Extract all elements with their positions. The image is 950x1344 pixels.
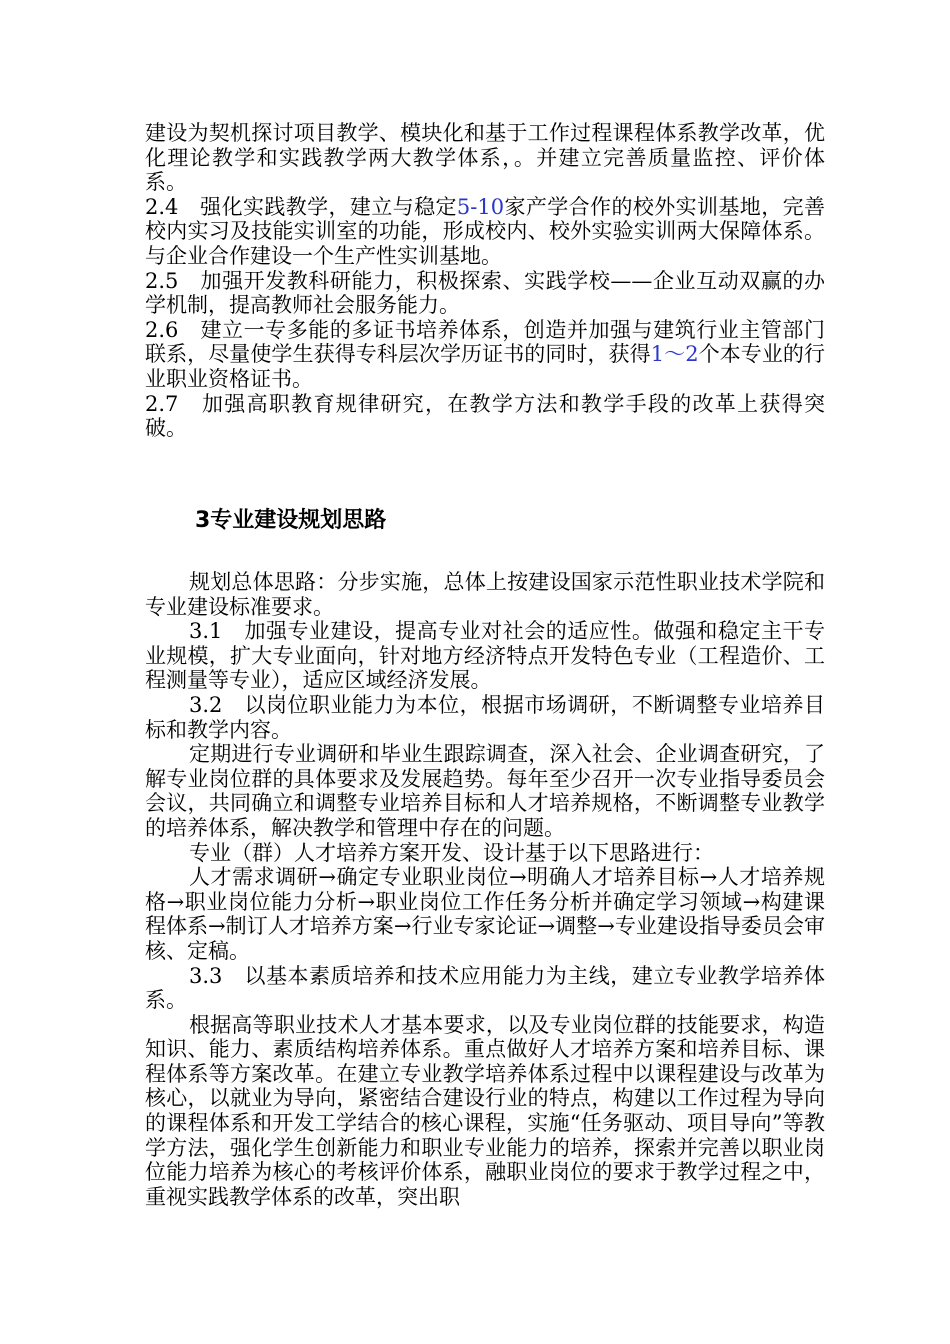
- highlight-range-1-2: 1～2: [650, 342, 699, 367]
- paragraph-plan-intro: 专业（群）人才培养方案开发、设计基于以下思路进行：: [189, 840, 714, 865]
- paragraph-2-7: 2.7 加强高职教育规律研究，在教学方法和教学手段的改革上获得突破。: [145, 391, 825, 441]
- paragraph-2-6: [145, 318, 825, 392]
- paragraph-flow: 人才需求调研→确定专业职业岗位→明确人才培养目标→人才培养规格→职业岗位能力分析→职业岗位工作任务分析并确定学习领域→构建课程体系→制订人才培养方案→行业专家论证→调整→专业建设指导委员会审核、定稿。: [145, 865, 825, 963]
- paragraph-2-5: 2.5 加强开发教科研能力，积极探索、实践学校——企业互动双赢的办学机制，提高教师社会服务能力。: [145, 268, 825, 318]
- paragraph-2-4-end: 家产学合作的校外实训基地，完善校内实习及技能实训室的功能，形成校内、校外实验实训两大保障体系。与企业合作建设一个生产性实训基地。: [145, 194, 825, 268]
- paragraph-intro: 建设为契机探讨项目教学、模块化和基于工作过程课程体系教学改革，优化理论教学和实践教学两大教学体系，。并建立完善质量监控、评价体系。: [145, 121, 825, 195]
- paragraph-3-1: 3.1 加强专业建设，提高专业对社会的适应性。做强和稳定主干专业规模，扩大专业面向，针对地方经济特点开发特色专业（工程造价、工程测量等专业），适应区域经济发展。: [145, 619, 825, 693]
- section-top: [145, 121, 825, 441]
- paragraph-3-2: 3.2 以岗位职业能力为本位，根据市场调研，不断调整专业培养目标和教学内容。: [145, 692, 825, 742]
- paragraph-2-4: [145, 195, 825, 269]
- paragraph-3-3: 3.3 以基本素质培养和技术应用能力为主线，建立专业教学培养体系。: [145, 963, 825, 1013]
- paragraph-system: 根据高等职业技术人才基本要求，以及专业岗位群的技能要求，构造知识、能力、素质结构培养体系。重点做好人才培养方案和培养目标、课程体系等方案改革。在建立专业教学培养体系过程中以课程建设与改革为核心，以就业为导向，紧密结合建设行业的特点，构建以工作过程为导向的课程体系和开发工学结合的核心课程，实施“任务驱动、项目导向”等教学方法，强化学生创新能力和职业专业能力的培养，探索并完善以职业岗位能力培养为核心的考核评价体系，融职业岗位的要求于教学过程之中，重视实践教学体系的改革，突出职: [145, 1012, 825, 1209]
- paragraph-research: 定期进行专业调研和毕业生跟踪调查，深入社会、企业调查研究，了解专业岗位群的具体要求及发展趋势。每年至少召开一次专业指导委员会会议，共同确立和调整专业培养目标和人才培养规格，不断调整专业教学的培养体系，解决教学和管理中存在的问题。: [145, 742, 825, 840]
- paragraph-2-4-start: 2.4 强化实践教学，建立与稳定: [145, 194, 457, 219]
- highlight-range-5-10: 5-10: [456, 194, 505, 219]
- paragraph-overall: 规划总体思路：分步实施，总体上按建设国家示范性职业技术学院和专业建设标准要求。: [145, 570, 825, 619]
- paragraph-2-6-end: 个本专业的行业职业资格证书。: [145, 342, 826, 391]
- section-heading: 3专业建设规划思路: [195, 508, 387, 533]
- section-body: [145, 570, 825, 1209]
- paragraph-2-6-start: 2.6 建立一专多能的多证书培养体系，创造并加强与建筑行业主管部门联系，尽量使学生获得专科层次学历证书的同时，获得: [145, 317, 825, 367]
